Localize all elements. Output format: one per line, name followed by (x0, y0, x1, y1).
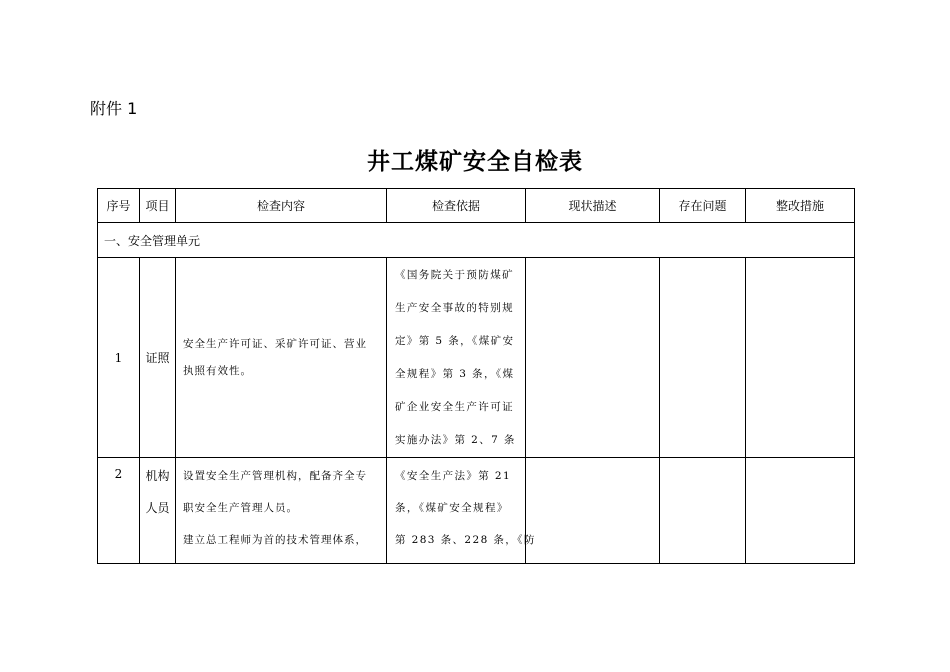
row-basis (387, 458, 536, 564)
basis-line: 《国务院关于预防煤矿 (395, 269, 514, 281)
item-line: 机构 (145, 469, 170, 483)
attachment-label: 附件 1 (90, 99, 138, 118)
item-line: 人员 (145, 501, 170, 515)
status-cell[interactable] (526, 458, 660, 564)
header-measures: 整改措施 (746, 189, 855, 223)
content-line: 执照有效性。 (183, 364, 252, 377)
table-header-row (98, 189, 855, 223)
header-item: 项目 (140, 189, 176, 223)
header-problems: 存在问题 (660, 189, 746, 223)
header-number: 序号 (98, 189, 140, 223)
header-content: 检查内容 (176, 189, 387, 223)
basis-line: 《安全生产法》第 21 (395, 470, 512, 482)
row-number: 1 (98, 258, 140, 458)
basis-line: 生产安全事故的特别规 (395, 302, 514, 314)
measures-cell[interactable] (746, 458, 855, 564)
measures-cell[interactable] (746, 258, 855, 458)
row-content (176, 458, 387, 564)
page-title: 井工煤矿安全自检表 (367, 148, 583, 175)
row-number: 2 (98, 458, 140, 564)
table-row (98, 458, 855, 564)
problems-cell[interactable] (660, 258, 746, 458)
header-status: 现状描述 (526, 189, 660, 223)
row-item (140, 258, 176, 458)
basis-line: 矿企业安全生产许可证 (395, 401, 514, 413)
content-line: 职安全生产管理人员。 (183, 502, 298, 514)
basis-line: 第 283 条、228 条，《防 (395, 534, 536, 546)
row-content (176, 258, 387, 458)
table-row (98, 258, 855, 458)
row-basis (387, 258, 526, 458)
content-line: 设置安全生产管理机构，配备齐全专 (183, 470, 367, 482)
header-basis: 检查依据 (387, 189, 526, 223)
row-item (140, 458, 176, 564)
content-line: 建立总工程师为首的技术管理体系， (183, 534, 367, 546)
problems-cell[interactable] (660, 458, 746, 564)
section-title: 一、安全管理单元 (98, 223, 855, 258)
basis-line: 全规程》第 3 条，《煤 (395, 368, 515, 380)
basis-line: 条，《煤矿安全规程》 (395, 502, 509, 514)
self-check-table (97, 188, 855, 564)
item-line: 证照 (145, 351, 170, 365)
section-row (98, 223, 855, 258)
status-cell[interactable] (526, 258, 660, 458)
content-line: 安全生产许可证、采矿许可证、营业 (183, 337, 367, 350)
basis-line: 实施办法》第 2、7 条 (395, 434, 516, 446)
basis-line: 定》第 5 条，《煤矿安 (395, 335, 515, 347)
